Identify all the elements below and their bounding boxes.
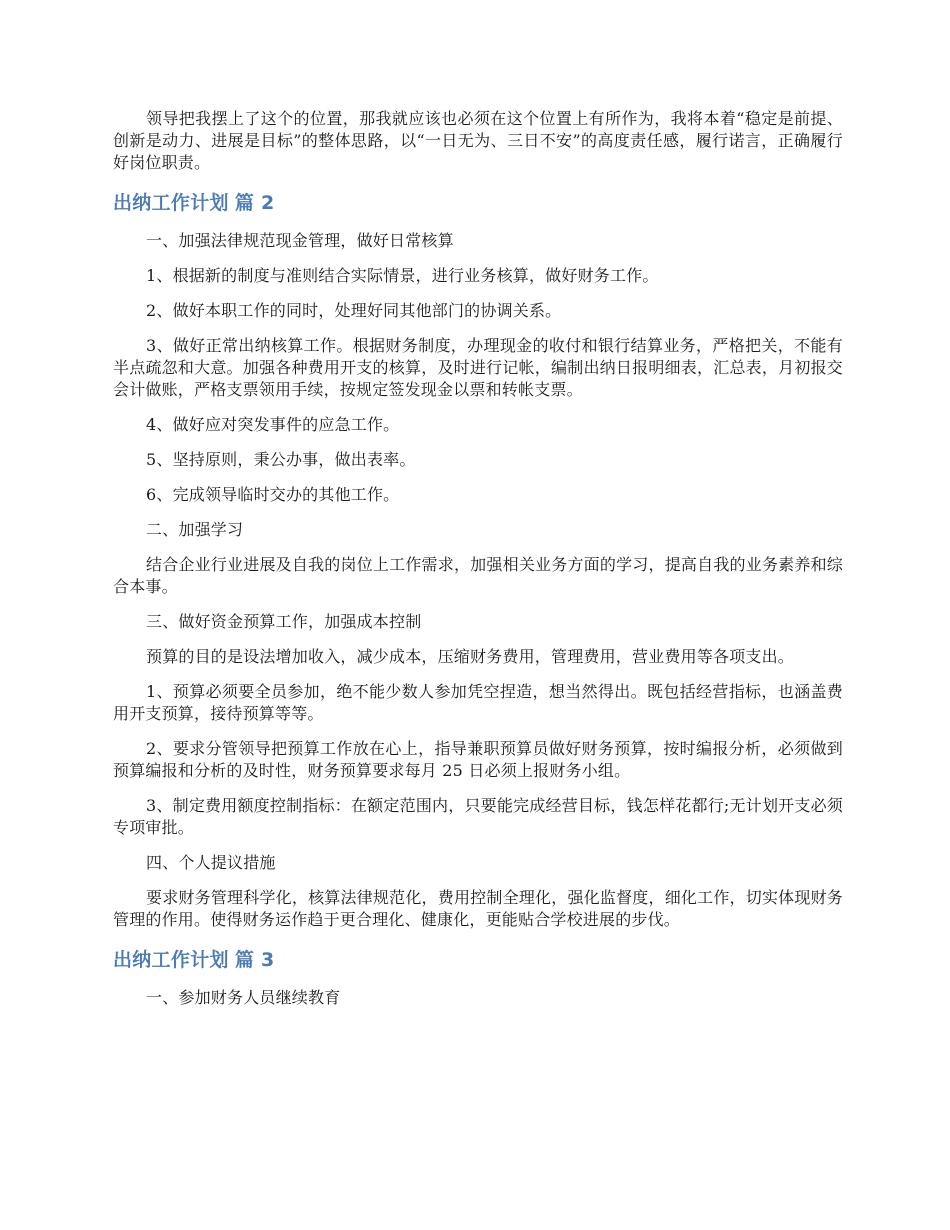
s2-paragraph-5: 4、做好应对突发事件的应急工作。: [146, 415, 400, 434]
intro-paragraph: 领导把我摆上了这个的位置，那我就应该也必须在这个位置上有所作为，我将本着“稳定是前提、创新是动力、进展是目标”的整体思路，以“一日无为、三日不安”的高度责任感，履行诺言，正确履行好岗位职责。: [113, 109, 843, 172]
document-page: [113, 108, 843, 1022]
s2-paragraph-16: 要求财务管理科学化，核算法律规范化，费用控制全理化，强化监督度，细化工作，切实体现财务管理的作用。使得财务运作趋于更合理化、健康化，更能贴合学校进展的步伐。: [113, 888, 843, 929]
s2-paragraph-10: 三、做好资金预算工作，加强成本控制: [146, 612, 422, 631]
s2-paragraph-6: 5、坚持原则，秉公办事，做出表率。: [146, 450, 416, 469]
s2-paragraph-11: 预算的目的是设法增加收入，减少成本，压缩财务费用，管理费用，营业费用等各项支出。: [146, 647, 795, 666]
section-3-title: 出纳工作计划: [113, 949, 229, 971]
section-3-heading: [113, 947, 843, 973]
s2-paragraph-13: 2、要求分管领导把预算工作放在心上，指导兼职预算员做好财务预算，按时编报分析，必须做到预算编报和分析的及时性，财务预算要求每月 25 日必须上报财务小组。: [113, 739, 843, 780]
section-2-title: 出纳工作计划: [113, 192, 229, 214]
s2-paragraph-3: 2、做好本职工作的同时，处理好同其他部门的协调关系。: [146, 301, 562, 320]
s2-paragraph-1: 一、加强法律规范现金管理，做好日常核算: [146, 231, 454, 250]
s2-paragraph-14: 3、制定费用额度控制指标：在额定范围内，只要能完成经营目标，钱怎样花都行;无计划开支必须专项审批。: [113, 796, 843, 837]
section-2-part: 篇 2: [234, 192, 275, 214]
s3-paragraph-1: 一、参加财务人员继续教育: [146, 988, 341, 1007]
section-2-heading: [113, 190, 843, 216]
s2-paragraph-4: 3、做好正常出纳核算工作。根据财务制度，办理现金的收付和银行结算业务，严格把关，不能有半点疏忽和大意。加强各种费用开支的核算，及时进行记帐，编制出纳日报明细表，汇总表，月初报交会计做账，严格支票领用手续，按规定签发现金以票和转帐支票。: [113, 336, 843, 399]
s2-paragraph-15: 四、个人提议措施: [146, 853, 276, 872]
s2-paragraph-2: 1、根据新的制度与准则结合实际情景，进行业务核算，做好财务工作。: [146, 266, 659, 285]
section-3-part: 篇 3: [234, 949, 275, 971]
s2-paragraph-9: 结合企业行业进展及自我的岗位上工作需求，加强相关业务方面的学习，提高自我的业务素养和综合本事。: [113, 555, 843, 596]
s2-paragraph-8: 二、加强学习: [146, 520, 244, 539]
s2-paragraph-7: 6、完成领导临时交办的其他工作。: [146, 485, 400, 504]
s2-paragraph-12: 1、预算必须要全员参加，绝不能少数人参加凭空捏造，想当然得出。既包括经营指标，也涵盖费用开支预算，接待预算等等。: [113, 682, 843, 723]
